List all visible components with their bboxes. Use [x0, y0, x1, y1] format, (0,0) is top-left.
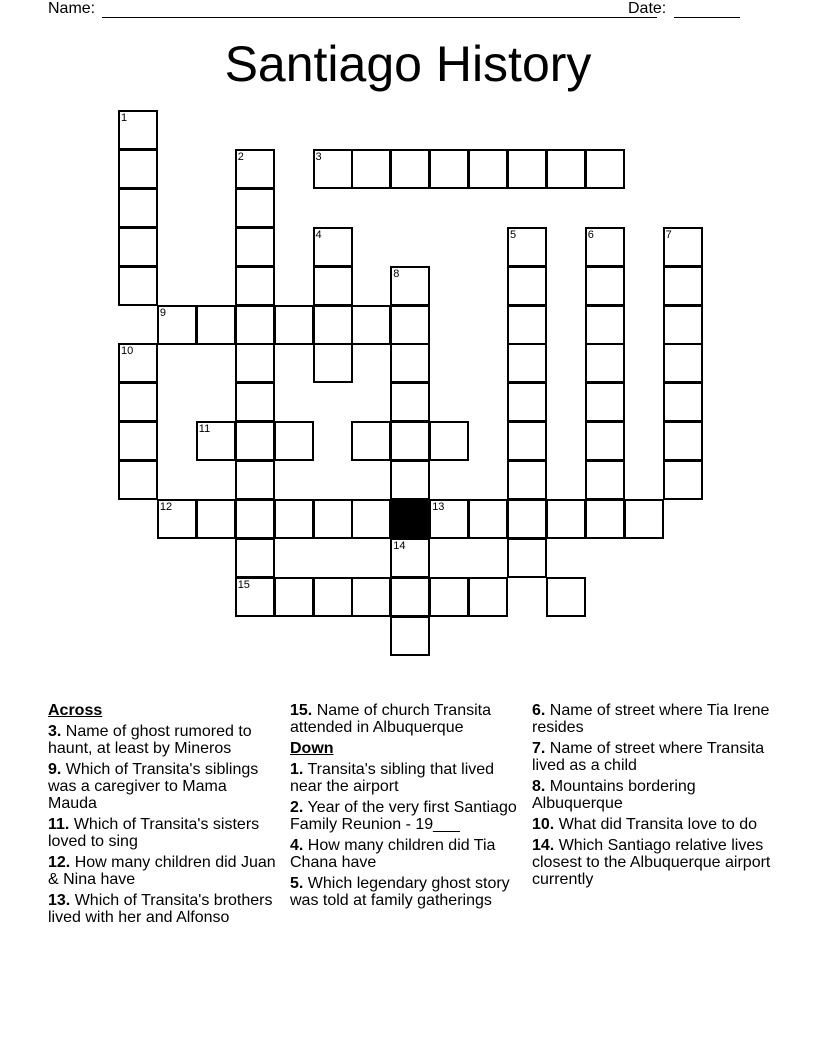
grid-cell[interactable]: [351, 421, 391, 461]
grid-cell[interactable]: [390, 266, 430, 306]
down-clue-4: 4. How many children did Tia Chana have: [290, 837, 496, 871]
grid-cell[interactable]: [390, 149, 430, 189]
grid-cell[interactable]: [196, 499, 236, 539]
clue-number: 11: [198, 423, 211, 436]
grid-cell[interactable]: [157, 499, 197, 539]
grid-cell[interactable]: [663, 266, 703, 306]
clue-number: 10: [121, 345, 134, 358]
grid-cell[interactable]: [390, 538, 430, 578]
grid-cell[interactable]: [235, 421, 275, 461]
across-clue-15: 15. Name of church Transita attended in Albuquerque: [290, 702, 491, 736]
grid-cell[interactable]: [585, 305, 625, 345]
grid-cell[interactable]: [663, 382, 703, 422]
grid-cell[interactable]: [235, 343, 275, 383]
clue-number: 5: [510, 228, 517, 241]
grid-cell[interactable]: [274, 577, 314, 617]
down-clue-10: 10. What did Transita love to do: [532, 816, 758, 833]
clue-number: 2: [237, 150, 244, 163]
grid-cell[interactable]: [507, 227, 547, 267]
grid-cell[interactable]: [235, 577, 275, 617]
across-clue-13: 13. Which of Transita's brothers lived with her and Alfonso: [48, 892, 273, 926]
across-clue-9: 9. Which of Transita's siblings was a caregiver to Mama Mauda: [48, 761, 259, 812]
grid-cell[interactable]: [235, 188, 275, 228]
grid-cell[interactable]: [663, 227, 703, 267]
clue-number: 8: [393, 267, 400, 280]
grid-cell[interactable]: [274, 305, 314, 345]
grid-cell[interactable]: [118, 421, 158, 461]
name-label: Name:: [48, 0, 96, 17]
grid-cell[interactable]: [468, 499, 508, 539]
grid-cell[interactable]: [507, 149, 547, 189]
grid-cell[interactable]: [351, 149, 391, 189]
grid-cell[interactable]: [351, 305, 391, 345]
grid-cell[interactable]: [196, 305, 236, 345]
grid-cell[interactable]: [196, 421, 236, 461]
grid-cell[interactable]: [313, 149, 353, 189]
grid-cell[interactable]: [118, 149, 158, 189]
down-heading: Down: [290, 740, 334, 757]
grid-cell[interactable]: [429, 577, 469, 617]
clue-column-2: [290, 702, 520, 913]
across-clue-12: 12. How many children did Juan & Nina have: [48, 854, 276, 888]
down-clue-5: 5. Which legendary ghost story was told at family gatherings: [290, 875, 510, 909]
date-label: Date:: [628, 0, 667, 17]
grid-cell[interactable]: [235, 460, 275, 500]
clue-number: 7: [665, 228, 672, 241]
grid-cell[interactable]: [235, 266, 275, 306]
down-clue-14: 14. Which Santiago relative lives closest to the Albuquerque airport currently: [532, 837, 771, 888]
down-clue-6: 6. Name of street where Tia Irene resides: [532, 702, 770, 736]
grid-cell[interactable]: [118, 188, 158, 228]
grid-cell[interactable]: [274, 421, 314, 461]
grid-cell[interactable]: [507, 266, 547, 306]
grid-cell[interactable]: [390, 382, 430, 422]
grid-cell[interactable]: [585, 421, 625, 461]
grid-cell[interactable]: [313, 266, 353, 306]
down-clue-8: 8. Mountains bordering Albuquerque: [532, 778, 696, 812]
grid-cell[interactable]: [507, 538, 547, 578]
grid-cell[interactable]: [429, 421, 469, 461]
grid-cell[interactable]: [585, 266, 625, 306]
grid-cell[interactable]: [390, 616, 430, 656]
grid-cell[interactable]: [585, 227, 625, 267]
grid-cell[interactable]: [468, 149, 508, 189]
page-title: Santiago History: [224, 36, 592, 92]
grid-cell[interactable]: [235, 149, 275, 189]
grid-cell[interactable]: [663, 305, 703, 345]
grid-cell[interactable]: [235, 382, 275, 422]
grid-cell[interactable]: [585, 149, 625, 189]
clue-number: 9: [159, 306, 167, 319]
grid-cell[interactable]: [274, 499, 314, 539]
grid-cell[interactable]: [235, 499, 275, 539]
across-clue-11: 11. Which of Transita's sisters loved to sing: [48, 816, 260, 850]
grid-cell[interactable]: [118, 382, 158, 422]
grid-cell[interactable]: [507, 305, 547, 345]
grid-cell[interactable]: [507, 499, 547, 539]
grid-cell[interactable]: [390, 577, 430, 617]
clue-number: 3: [315, 150, 322, 163]
grid-cell[interactable]: [157, 305, 197, 345]
grid-cell[interactable]: [235, 227, 275, 267]
grid-cell[interactable]: [507, 421, 547, 461]
grid-cell[interactable]: [429, 499, 469, 539]
grid-cell[interactable]: [624, 499, 664, 539]
clue-number: 4: [315, 228, 322, 241]
clue-number: 1: [121, 112, 128, 124]
grid-cell[interactable]: [118, 343, 158, 383]
grid-cell[interactable]: [663, 460, 703, 500]
down-clue-7: 7. Name of street where Transita lived as a child: [532, 740, 765, 774]
grid-cell[interactable]: [390, 305, 430, 345]
grid-cell[interactable]: [390, 421, 430, 461]
grid-cell[interactable]: [507, 382, 547, 422]
grid-cell[interactable]: [663, 421, 703, 461]
grid-cell[interactable]: [118, 110, 158, 150]
grid-cell[interactable]: [118, 266, 158, 306]
across-heading: Across: [48, 702, 103, 719]
grid-cell[interactable]: [118, 227, 158, 267]
clue-column-3: [532, 702, 772, 892]
clue-number: 14: [393, 539, 406, 552]
grid-cell[interactable]: [390, 460, 430, 500]
grid-cell[interactable]: [585, 460, 625, 500]
grid-cell[interactable]: [546, 499, 586, 539]
grid-cell[interactable]: [351, 577, 391, 617]
grid-cell[interactable]: [235, 538, 275, 578]
clue-number: 12: [159, 501, 173, 513]
clue-number: 13: [432, 501, 445, 513]
grid-cell[interactable]: [585, 382, 625, 422]
clue-number: 6: [587, 228, 594, 241]
grid-cell[interactable]: [313, 499, 353, 539]
clue-column-1: [48, 702, 280, 930]
grid-cell[interactable]: [429, 149, 469, 189]
grid-cell[interactable]: [663, 343, 703, 383]
grid-cell[interactable]: [313, 343, 353, 383]
grid-cell[interactable]: [585, 499, 625, 539]
block-cell: [390, 499, 430, 539]
grid-cell[interactable]: [235, 305, 275, 345]
grid-cell[interactable]: [507, 343, 547, 383]
down-clue-2: 2. Year of the very first Santiago Family Reunion - 19___: [290, 799, 517, 833]
grid-cell[interactable]: [118, 460, 158, 500]
grid-cell[interactable]: [546, 149, 586, 189]
grid-cell[interactable]: [546, 577, 586, 617]
grid-cell[interactable]: [507, 460, 547, 500]
grid-cell[interactable]: [468, 577, 508, 617]
grid-cell[interactable]: [390, 343, 430, 383]
grid-cell[interactable]: [351, 499, 391, 539]
grid-cell[interactable]: [313, 227, 353, 267]
grid-cell[interactable]: [585, 343, 625, 383]
down-clue-1: 1. Transita's sibling that lived near the airport: [290, 761, 495, 795]
grid-cell[interactable]: [313, 577, 353, 617]
grid-cell[interactable]: [313, 305, 353, 345]
clue-number: 15: [237, 578, 250, 591]
across-clue-3: 3. Name of ghost rumored to haunt, at least by Mineros: [48, 723, 252, 757]
